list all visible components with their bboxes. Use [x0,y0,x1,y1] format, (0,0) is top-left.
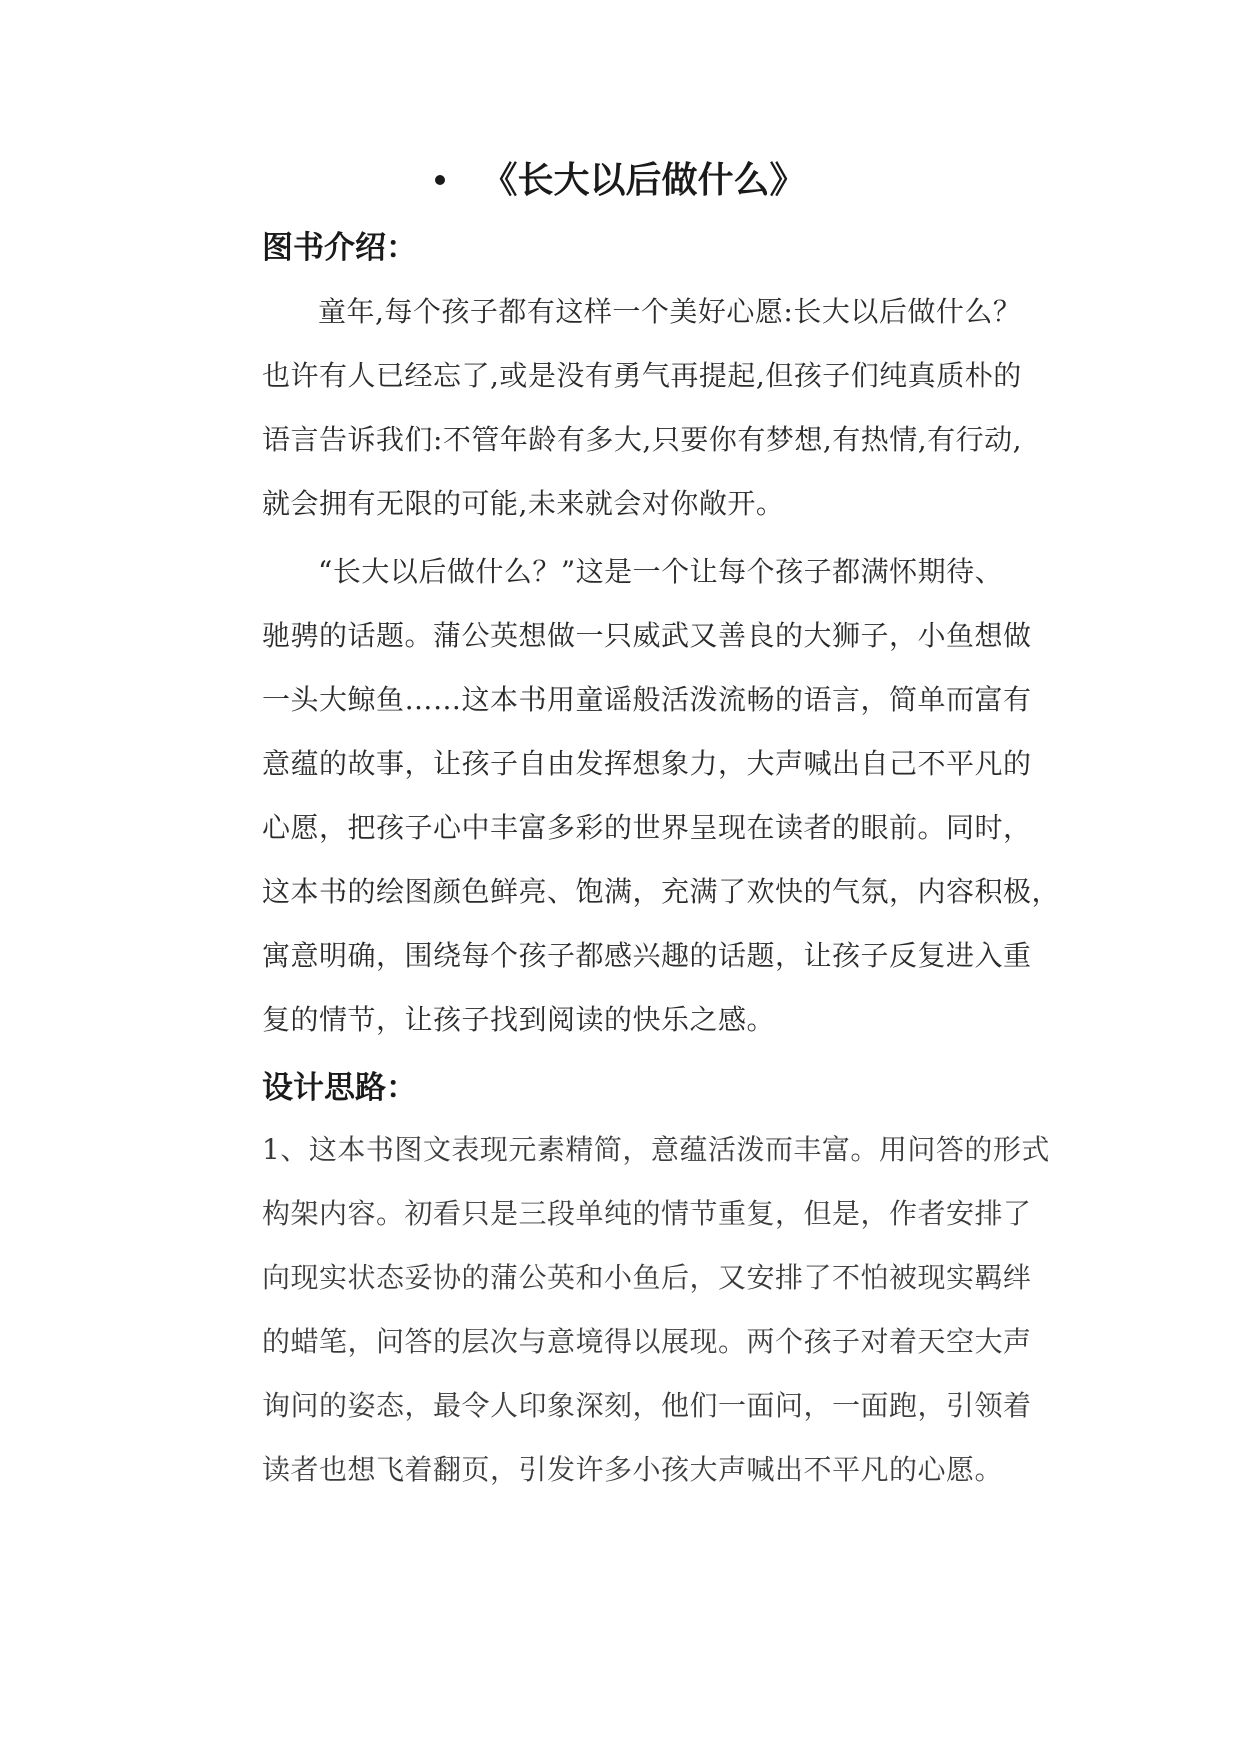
paragraph-line: 这本书的绘图颜色鲜亮、饱满，充满了欢快的气氛，内容积极， [262,875,1061,908]
intro-paragraph-1 [262,280,1062,536]
paragraph-line: 童年,每个孩子都有这样一个美好心愿:长大以后做什么？ [318,295,1022,328]
intro-paragraph-2 [262,540,1062,1052]
paragraph-line: 向现实状态妥协的蒲公英和小鱼后，又安排了不怕被现实羁绊 [262,1261,1032,1294]
paragraph-line: “长大以后做什么？”这是一个让每个孩子都满怀期待、 [318,555,1004,588]
paragraph-line: 复的情节，让孩子找到阅读的快乐之感。 [262,1003,776,1036]
intro-heading: 图书介绍： [262,230,417,266]
paragraph-line: 的蜡笔，问答的层次与意境得以展现。两个孩子对着天空大声 [262,1325,1032,1358]
paragraph-line: 寓意明确，围绕每个孩子都感兴趣的话题，让孩子反复进入重 [262,939,1032,972]
paragraph-line: 意蕴的故事，让孩子自由发挥想象力，大声喊出自己不平凡的 [262,747,1032,780]
paragraph-line: 驰骋的话题。蒲公英想做一只威武又善良的大狮子，小鱼想做 [262,619,1032,652]
paragraph-line: 构架内容。初看只是三段单纯的情节重复，但是，作者安排了 [262,1197,1032,1230]
design-heading: 设计思路： [262,1070,417,1106]
paragraph-line: 语言告诉我们:不管年龄有多大,只要你有梦想,有热情,有行动, [262,423,1023,456]
paragraph-line: 一头大鲸鱼……这本书用童谣般活泼流畅的语言，简单而富有 [262,683,1032,716]
paragraph-line: 也许有人已经忘了,或是没有勇气再提起,但孩子们纯真质朴的 [262,359,1022,392]
paragraph-line: 1、这本书图文表现元素精简，意蕴活泼而丰富。用问答的形式 [262,1133,1050,1166]
bullet-icon [435,175,445,185]
paragraph-line: 读者也想飞着翻页，引发许多小孩大声喊出不平凡的心愿。 [262,1453,1004,1486]
document-title: 《长大以后做什么》 [481,160,806,201]
paragraph-line: 心愿，把孩子心中丰富多彩的世界呈现在读者的眼前。同时， [262,811,1032,844]
paragraph-line: 就会拥有无限的可能,未来就会对你敞开。 [262,487,785,520]
design-paragraph-1 [262,1118,1062,1502]
paragraph-line: 询问的姿态，最令人印象深刻，他们一面问，一面跑，引领着 [262,1389,1032,1422]
document-title-row [0,156,1241,206]
